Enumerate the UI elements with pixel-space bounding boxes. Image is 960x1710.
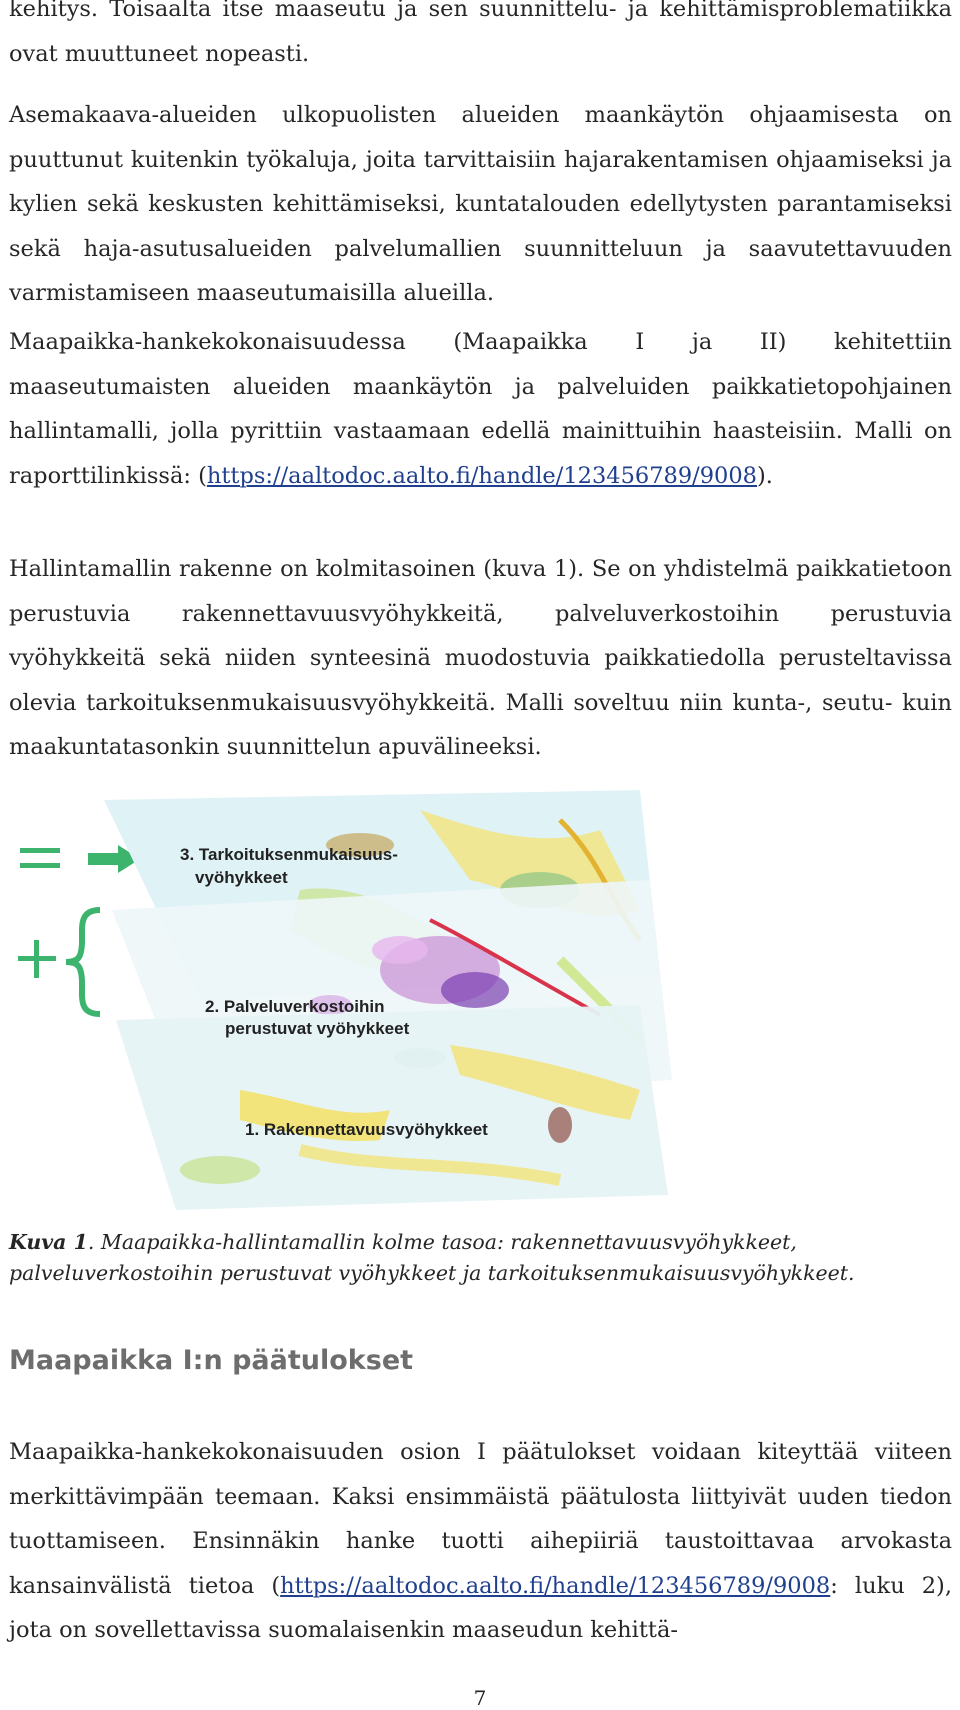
layer-1-label: 1. Rakennettavuusvyöhykkeet — [245, 1120, 488, 1139]
section-heading: Maapaikka I:n päätulokset — [9, 1345, 414, 1376]
layer-diagram — [0, 790, 960, 1210]
paragraph-maapaikka — [9, 320, 952, 498]
figure-caption — [9, 1227, 952, 1289]
paragraph-structure: Hallintamallin rakenne on kolmitasoinen (kuva 1). Se on yhdistelmä paikkatietoon perustuvia rakennettavuusvyöhykkeitä, palveluverkostoihin perustuvia vyöhykkeitä sekä niiden synteesinä muodostuvia paikkatiedolla perusteltavissa olevia tarkoituksenmukaisuusvyöhykkeitä. Malli soveltuu niin kunta-, seutu- kuin maakuntatasonkin suunnittelun apuvälineeksi. — [9, 556, 952, 760]
paragraph-results — [9, 1430, 952, 1653]
report-link-2[interactable]: https://aaltodoc.aalto.fi/handle/123456789/9008 — [280, 1572, 831, 1599]
plus-symbol — [18, 940, 56, 978]
layer-3-label-line1: 3. Tarkoituksenmukaisuus- — [180, 845, 398, 864]
caption-text: . Maapaikka-hallintamallin kolme tasoa: rakennettavuusvyöhykkeet, palveluverkostoihin perustuvat vyöhykkeet ja tarkoituksenmukaisuusvyöhykkeet. — [9, 1230, 855, 1285]
page-number: 7 — [473, 1686, 487, 1710]
layer-2-label-line1: 2. Palveluverkostoihin — [205, 997, 385, 1016]
paragraph-text: : luku 2), jota on sovellettavissa suomalaisenkin maaseudun kehittä- — [9, 1572, 952, 1643]
paragraph-text: Maapaikka-hankekokonaisuuden osion I päätulokset voidaan kiteyttää viiteen merkittävimpään teemaan. Kaksi ensimmäistä päätulosta liittyivät uuden tiedon tuottamiseen. Ensinnäkin hanke tuotti aihepiiriä taustoittavaa arvokasta kansainvälistä tietoa ( — [9, 1439, 952, 1599]
layer-2-label-line2: perustuvat vyöhykkeet — [225, 1019, 410, 1038]
figure-layers — [0, 790, 960, 1210]
layer-3-label-line2: vyöhykkeet — [195, 868, 288, 887]
curly-brace-icon — [66, 910, 100, 1014]
paragraph-intro-end: kehitys. Toisaalta itse maaseutu ja sen suunnittelu- ja kehittämisproblematiikka ovat muuttuneet nopeasti. — [9, 0, 952, 67]
paragraph-text: ). — [757, 462, 773, 489]
report-link[interactable]: https://aaltodoc.aalto.fi/handle/123456789/9008 — [206, 462, 757, 489]
caption-label: Kuva 1 — [9, 1230, 88, 1254]
equals-symbol — [20, 848, 60, 868]
paragraph-tools: Asemakaava-alueiden ulkopuolisten alueiden maankäytön ohjaamisesta on puuttunut kuitenkin työkaluja, joita tarvittaisiin hajarakentamisen ohjaamiseksi ja kylien sekä keskusten kehittämiseksi, kuntatalouden edellytysten parantamiseksi sekä haja-asutusalueiden palvelumallien suunnitteluun ja saavutettavuuden varmistamiseen maaseutumaisilla alueilla. — [9, 102, 952, 306]
paragraph-text: Maapaikka-hankekokonaisuudessa (Maapaikka I ja II) kehitettiin maaseutumaisten alueiden maankäytön ja palveluiden paikkatietopohjainen hallintamalli, jolla pyrittiin vastaamaan edellä mainittuihin haasteisiin. Malli on raporttilinkissä: ( — [9, 329, 952, 489]
